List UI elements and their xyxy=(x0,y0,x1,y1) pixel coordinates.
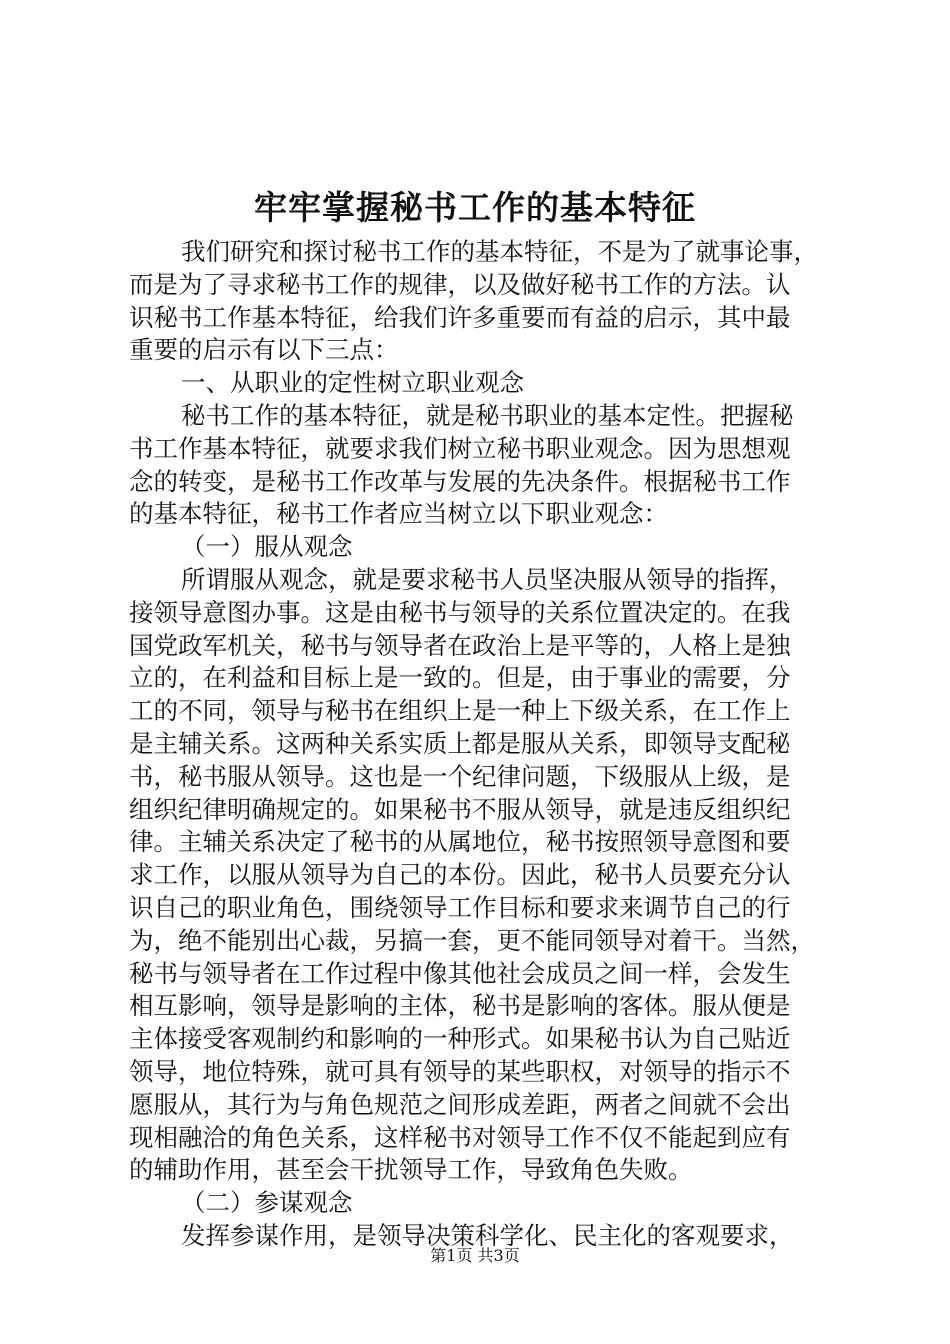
subsection-heading: （二）参谋观念 xyxy=(181,1188,353,1218)
text-line: 识自己的职业角色，围绕领导工作目标和要求来调节自己的行 xyxy=(129,892,791,922)
document-body xyxy=(129,236,829,1253)
text-line: 为，绝不能别出心裁，另搞一套，更不能同领导对着干。当然， xyxy=(129,925,815,955)
text-line: 律。主辅关系决定了秘书的从属地位，秘书按照领导意图和要 xyxy=(129,827,791,857)
text-line: 组织纪律明确规定的。如果秘书不服从领导，就是违反组织纪 xyxy=(129,794,791,824)
text-line: 重要的启示有以下三点： xyxy=(129,335,399,365)
text-line: 所谓服从观念，就是要求秘书人员坚决服从领导的指挥， xyxy=(181,564,794,594)
text-line: 立的，在利益和目标上是一致的。但是，由于事业的需要，分 xyxy=(129,663,791,693)
text-line: 是主辅关系。这两种关系实质上都是服从关系，即领导支配秘 xyxy=(129,728,791,758)
text-line: 书工作基本特征，就要求我们树立秘书职业观念。因为思想观 xyxy=(129,433,791,463)
text-line: 的基本特征，秘书工作者应当树立以下职业观念： xyxy=(129,499,668,529)
text-line: 书，秘书服从领导。这也是一个纪律问题，下级服从上级，是 xyxy=(129,761,791,791)
page-footer: 第1页 共3页 xyxy=(430,1246,520,1265)
text-line: 国党政军机关，秘书与领导者在政治上是平等的，人格上是独 xyxy=(129,630,791,660)
section-heading: 一、从职业的定性树立职业观念 xyxy=(181,368,524,398)
text-line: 主体接受客观制约和影响的一种形式。如果秘书认为自己贴近 xyxy=(129,1024,791,1054)
text-line: 发挥参谋作用，是领导决策科学化、民主化的客观要求， xyxy=(181,1220,794,1250)
text-line: 接领导意图办事。这是由秘书与领导的关系位置决定的。在我 xyxy=(129,597,791,627)
text-line: 求工作，以服从领导为自己的本份。因此，秘书人员要充分认 xyxy=(129,860,791,890)
text-line: 领导，地位特殊，就可具有领导的某些职权，对领导的指示不 xyxy=(129,1056,791,1086)
text-line: 相互影响，领导是影响的主体，秘书是影响的客体。服从便是 xyxy=(129,991,791,1021)
text-line: 工的不同，领导与秘书在组织上是一种上下级关系，在工作上 xyxy=(129,696,791,726)
text-line: 而是为了寻求秘书工作的规律，以及做好秘书工作的方法。认 xyxy=(129,269,791,299)
text-line: 的辅助作用，甚至会干扰领导工作，导致角色失败。 xyxy=(129,1155,693,1185)
text-line: 我们研究和探讨秘书工作的基本特征，不是为了就事论事， xyxy=(181,237,818,266)
text-line: 秘书与领导者在工作过程中像其他社会成员之间一样，会发生 xyxy=(129,958,791,988)
text-line: 识秘书工作基本特征，给我们许多重要而有益的启示，其中最 xyxy=(129,302,791,332)
subsection-heading: （一）服从观念 xyxy=(181,532,353,562)
text-line: 现相融洽的角色关系，这样秘书对领导工作不仅不能起到应有 xyxy=(129,1122,791,1152)
text-line: 愿服从，其行为与角色规范之间形成差距，两者之间就不会出 xyxy=(129,1089,791,1119)
text-line: 秘书工作的基本特征，就是秘书职业的基本定性。把握秘 xyxy=(181,400,794,430)
text-line: 念的转变，是秘书工作改革与发展的先决条件。根据秘书工作 xyxy=(129,466,791,496)
document-title: 牢牢掌握秘书工作的基本特征 xyxy=(254,188,696,227)
